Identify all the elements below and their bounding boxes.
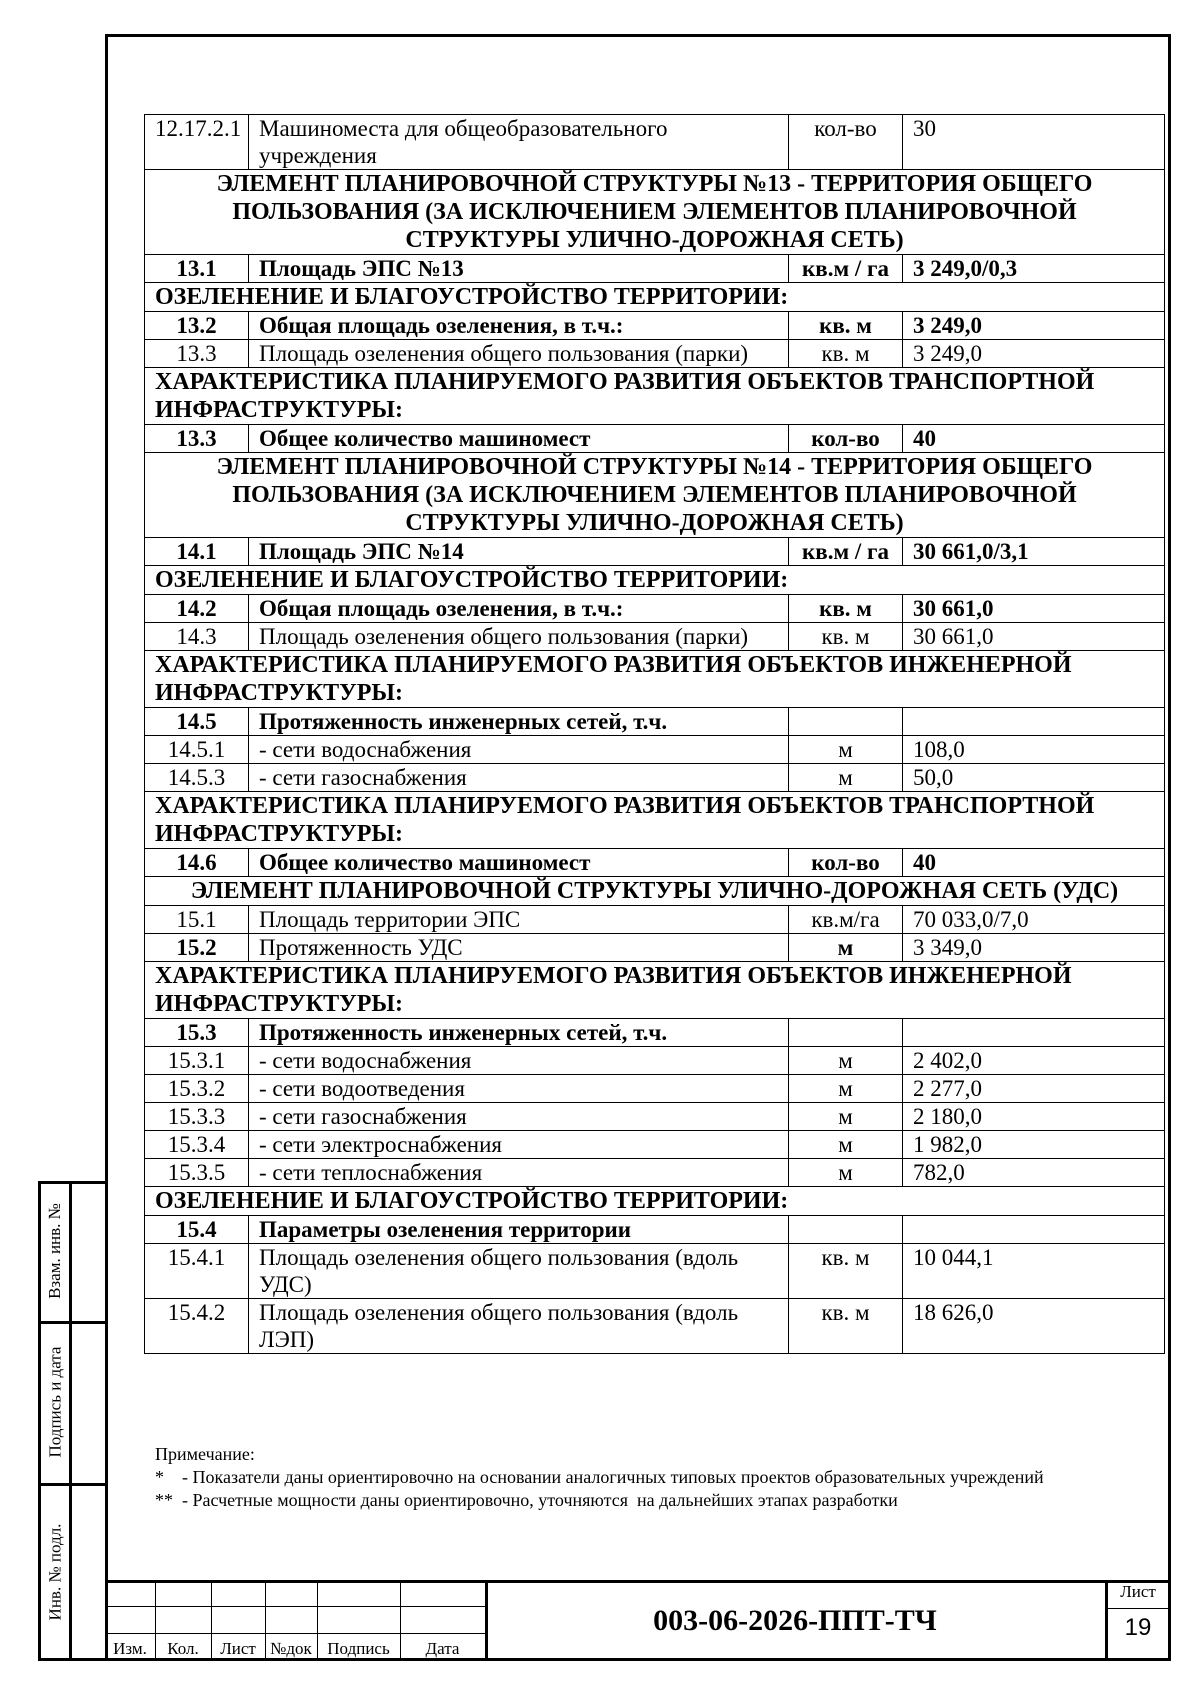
table-row [145,764,1165,792]
row-unit: кв.м / га [789,255,903,283]
row-value: 50,0 [903,764,1165,792]
table-row [145,1075,1165,1103]
side-label-original-inv: Инв. № подл. [45,1523,64,1621]
subsection-header: ХАРАКТЕРИСТИКА ПЛАНИРУЕМОГО РАЗВИТИЯ ОБЪЕКТОВ ТРАНСПОРТНОЙ ИНФРАСТРУКТУРЫ: [145,368,1165,425]
row-number: 13.2 [145,312,249,340]
row-name: Площадь озеленения общего пользования (вдоль УДС) [249,1244,789,1299]
table-row [145,849,1165,877]
row-number: 15.3.1 [145,1047,249,1075]
row-unit: м [789,736,903,764]
caption-date: Дата [425,1639,460,1658]
subsection-header-row [145,792,1165,849]
row-value: 70 033,0/7,0 [903,906,1165,934]
row-value: 3 249,0 [903,340,1165,368]
row-name: Площадь ЭПС №13 [249,255,789,283]
row-value: 3 249,0 [903,312,1165,340]
table-row [145,623,1165,651]
row-unit: м [789,764,903,792]
table-row [145,934,1165,962]
subsection-header-row [145,1187,1165,1216]
row-unit: кв. м [789,1244,903,1299]
subsection-header: ХАРАКТЕРИСТИКА ПЛАНИРУЕМОГО РАЗВИТИЯ ОБЪЕКТОВ ИНЖЕНЕРНОЙ ИНФРАСТРУКТУРЫ: [145,651,1165,708]
subsection-header-row [145,651,1165,708]
title-block-grid-line [105,1606,485,1607]
row-value: 3 249,0/0,3 [903,255,1165,283]
row-number: 14.5 [145,708,249,736]
table-row [145,1159,1165,1187]
table-row [145,1299,1165,1354]
row-name: - сети теплоснабжения [249,1159,789,1187]
row-name: Протяженность инженерных сетей, т.ч. [249,708,789,736]
row-name: - сети электроснабжения [249,1131,789,1159]
subsection-header: ХАРАКТЕРИСТИКА ПЛАНИРУЕМОГО РАЗВИТИЯ ОБЪЕКТОВ ТРАНСПОРТНОЙ ИНФРАСТРУКТУРЫ: [145,792,1165,849]
row-value: 30 [903,115,1165,170]
row-number: 12.17.2.1 [145,115,249,170]
row-value: 108,0 [903,736,1165,764]
caption-signature: Подпись [327,1639,390,1658]
row-name: Общая площадь озеленения, в т.ч.: [249,595,789,623]
table-row [145,906,1165,934]
row-value: 2 180,0 [903,1103,1165,1131]
row-name: - сети газоснабжения [249,1103,789,1131]
row-value: 40 [903,425,1165,453]
table-row [145,1131,1165,1159]
row-unit: м [789,1159,903,1187]
section-header-row [145,170,1165,255]
row-value: 30 661,0/3,1 [903,538,1165,566]
row-unit: кол-во [789,849,903,877]
table-row [145,115,1165,170]
title-block-grid-line [105,1633,485,1634]
table-row [145,736,1165,764]
row-value [903,1216,1165,1244]
row-name: Площадь ЭПС №14 [249,538,789,566]
notes [155,1443,1115,1512]
caption-doc-number: №док [270,1639,312,1658]
row-name: Протяженность инженерных сетей, т.ч. [249,1019,789,1047]
row-number: 14.6 [145,849,249,877]
subsection-header: ХАРАКТЕРИСТИКА ПЛАНИРУЕМОГО РАЗВИТИЯ ОБЪЕКТОВ ИНЖЕНЕРНОЙ ИНФРАСТРУКТУРЫ: [145,962,1165,1019]
table-row [145,1216,1165,1244]
note-1: * - Показатели даны ориентировочно на основании аналогичных типовых проектов образовательных учреждений [155,1467,1044,1487]
row-unit: кол-во [789,425,903,453]
row-unit: м [789,1131,903,1159]
subsection-header-row [145,368,1165,425]
table-row [145,538,1165,566]
row-value: 18 626,0 [903,1299,1165,1354]
row-number: 15.4 [145,1216,249,1244]
row-value [903,1019,1165,1047]
table-row [145,1019,1165,1047]
row-unit: кв. м [789,623,903,651]
subsection-header-row [145,283,1165,312]
section-header-row [145,453,1165,538]
side-stamp-values-column [69,1181,108,1661]
sheet-cell-divider [1105,1608,1171,1609]
row-number: 14.2 [145,595,249,623]
row-name: Общая площадь озеленения, в т.ч.: [249,312,789,340]
row-number: 15.3.4 [145,1131,249,1159]
row-name: Машиноместа для общеобразовательного учреждения [249,115,789,170]
row-number: 13.3 [145,340,249,368]
section-header: ЭЛЕМЕНТ ПЛАНИРОВОЧНОЙ СТРУКТУРЫ №13 - ТЕРРИТОРИЯ ОБЩЕГО ПОЛЬЗОВАНИЯ (ЗА ИСКЛЮЧЕНИЕМ ЭЛЕМЕНТОВ ПЛАНИРОВОЧНОЙ СТРУКТУРЫ УЛИЧНО-ДОРОЖНАЯ СЕТЬ) [145,170,1165,255]
row-unit: м [789,934,903,962]
table-row [145,1103,1165,1131]
row-unit: м [789,1103,903,1131]
side-label-replaced-inv: Взам. инв. № [45,1203,64,1299]
side-stamp [38,1181,108,1661]
subsection-header: ОЗЕЛЕНЕНИЕ И БЛАГОУСТРОЙСТВО ТЕРРИТОРИИ: [145,283,1165,312]
row-name: Площадь озеленения общего пользования (вдоль ЛЭП) [249,1299,789,1354]
row-name: - сети водоснабжения [249,736,789,764]
indicators-table [144,114,1165,1354]
row-name: Площадь озеленения общего пользования (парки) [249,340,789,368]
row-number: 14.1 [145,538,249,566]
row-number: 15.2 [145,934,249,962]
row-unit: кв.м/га [789,906,903,934]
row-number: 15.3.5 [145,1159,249,1187]
table-row [145,340,1165,368]
table-row [145,595,1165,623]
row-unit: кв. м [789,1299,903,1354]
row-name: - сети газоснабжения [249,764,789,792]
subsection-header-row [145,962,1165,1019]
row-unit: кв. м [789,312,903,340]
row-number: 15.4.1 [145,1244,249,1299]
document-code: 003-06-2026-ППТ-ТЧ [653,1603,937,1637]
subsection-header-row [145,566,1165,595]
note-2: ** - Расчетные мощности даны ориентировочно, уточняются на дальнейших этапах разработки [155,1490,898,1510]
row-value: 40 [903,849,1165,877]
row-unit: кв. м [789,340,903,368]
caption-count: Кол. [167,1639,199,1658]
row-number: 14.3 [145,623,249,651]
row-number: 15.4.2 [145,1299,249,1354]
sheet-label: Лист [1120,1582,1156,1601]
row-number: 13.1 [145,255,249,283]
row-number: 15.1 [145,906,249,934]
indicators-table-body [145,115,1165,1354]
section-header: ЭЛЕМЕНТ ПЛАНИРОВОЧНОЙ СТРУКТУРЫ №14 - ТЕРРИТОРИЯ ОБЩЕГО ПОЛЬЗОВАНИЯ (ЗА ИСКЛЮЧЕНИЕМ ЭЛЕМЕНТОВ ПЛАНИРОВОЧНОЙ СТРУКТУРЫ УЛИЧНО-ДОРОЖНАЯ СЕТЬ) [145,453,1165,538]
caption-sheet: Лист [220,1639,256,1658]
row-name: Протяженность УДС [249,934,789,962]
table-row [145,312,1165,340]
row-unit: кв.м / га [789,538,903,566]
row-unit [789,1019,903,1047]
row-name: - сети водоотведения [249,1075,789,1103]
row-number: 14.5.1 [145,736,249,764]
row-unit: м [789,1047,903,1075]
row-unit: кол-во [789,115,903,170]
row-name: - сети водоснабжения [249,1047,789,1075]
row-unit [789,708,903,736]
row-unit: кв. м [789,595,903,623]
row-name: Площадь территории ЭПС [249,906,789,934]
table-row [145,708,1165,736]
row-name: Общее количество машиномест [249,425,789,453]
row-value: 782,0 [903,1159,1165,1187]
notes-title: Примечание: [155,1444,255,1464]
table-row [145,255,1165,283]
row-value: 30 661,0 [903,623,1165,651]
row-value: 10 044,1 [903,1244,1165,1299]
row-unit: м [789,1075,903,1103]
row-name: Общее количество машиномест [249,849,789,877]
row-unit [789,1216,903,1244]
sheet-number: 19 [1124,1614,1152,1641]
caption-change: Изм. [113,1639,147,1658]
table-row [145,425,1165,453]
side-label-signature-date: Подпись и дата [45,1346,64,1458]
row-value: 3 349,0 [903,934,1165,962]
table-row [145,1047,1165,1075]
section-header: ЭЛЕМЕНТ ПЛАНИРОВОЧНОЙ СТРУКТУРЫ УЛИЧНО-ДОРОЖНАЯ СЕТЬ (УДС) [145,877,1165,906]
subsection-header: ОЗЕЛЕНЕНИЕ И БЛАГОУСТРОЙСТВО ТЕРРИТОРИИ: [145,566,1165,595]
row-value: 1 982,0 [903,1131,1165,1159]
row-number: 15.3.3 [145,1103,249,1131]
row-value: 30 661,0 [903,595,1165,623]
row-value: 2 402,0 [903,1047,1165,1075]
row-value [903,708,1165,736]
row-number: 15.3.2 [145,1075,249,1103]
row-number: 13.3 [145,425,249,453]
row-name: Параметры озеленения территории [249,1216,789,1244]
row-name: Площадь озеленения общего пользования (парки) [249,623,789,651]
section-header-row [145,877,1165,906]
row-value: 2 277,0 [903,1075,1165,1103]
row-number: 14.5.3 [145,764,249,792]
subsection-header: ОЗЕЛЕНЕНИЕ И БЛАГОУСТРОЙСТВО ТЕРРИТОРИИ: [145,1187,1165,1216]
row-number: 15.3 [145,1019,249,1047]
table-row [145,1244,1165,1299]
title-block [105,1580,1171,1661]
